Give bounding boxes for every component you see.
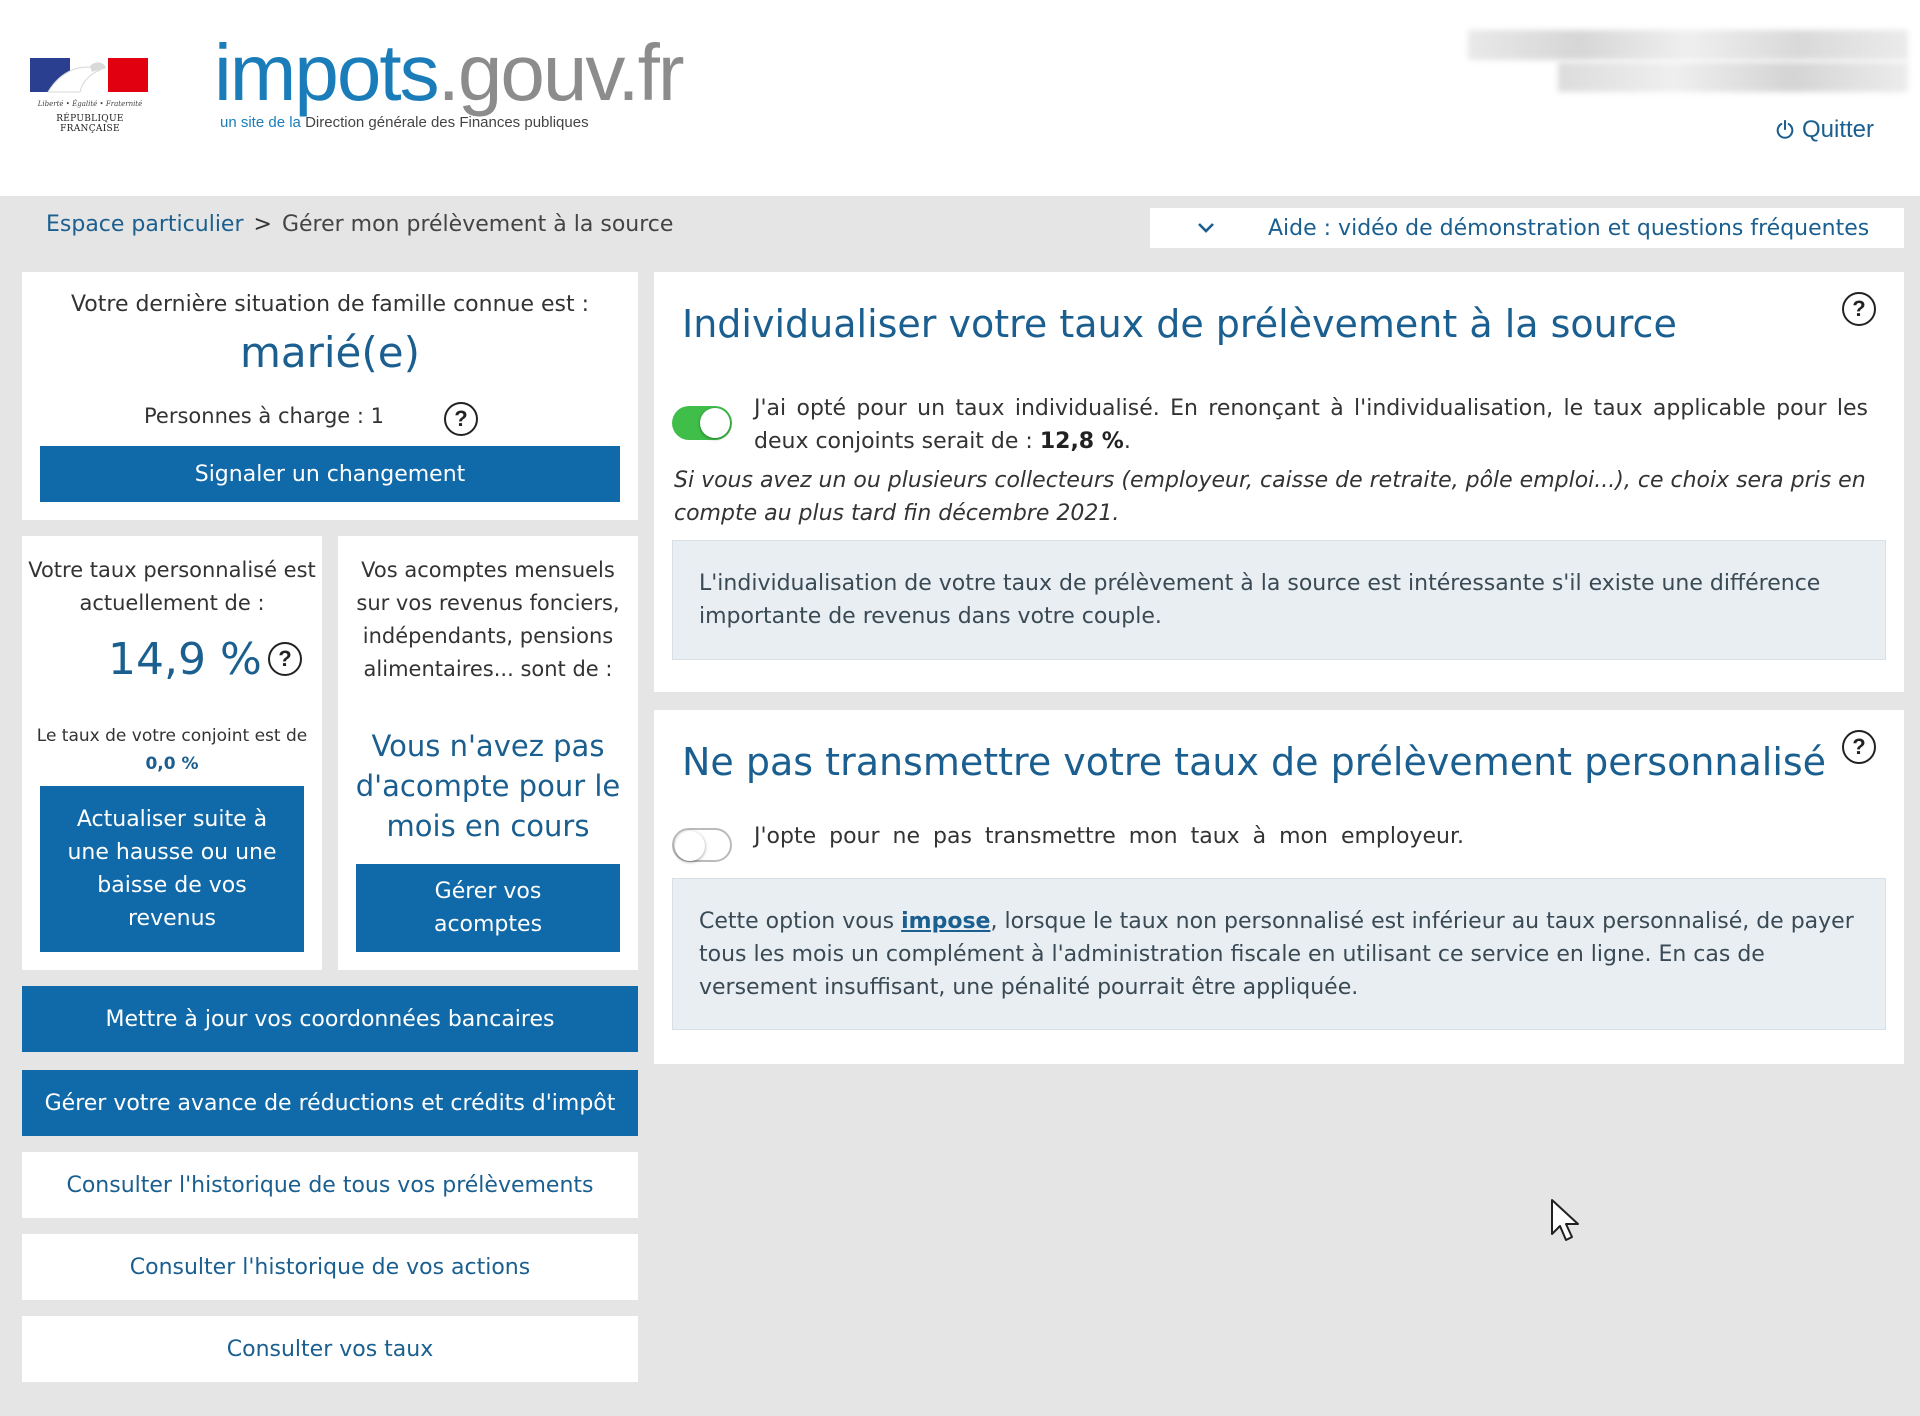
individualize-toggle[interactable] (672, 406, 732, 440)
republic-motto: Liberté • Égalité • Fraternité (37, 100, 143, 108)
help-label: Aide : vidéo de démonstration et questions fréquentes (1268, 215, 1870, 241)
rate-intro: Votre taux personnalisé est actuellement de : (28, 558, 316, 615)
non-transmit-rate-card (654, 710, 1904, 1064)
non-transmit-toggle[interactable] (672, 828, 732, 862)
family-intro: Votre dernière situation de famille connue est : (70, 292, 590, 317)
deposit-intro: Vos acomptes mensuels sur vos revenus fonciers, indépendants, pensions alimentaires... sont de : (356, 558, 620, 681)
help-icon[interactable]: ? (1842, 292, 1876, 326)
monthly-deposits-card (338, 536, 638, 970)
signal-change-button[interactable]: Signaler un changement (40, 446, 620, 502)
non-transmit-text: J'opte pour ne pas transmettre mon taux à mon employeur. (754, 824, 1464, 849)
site-logo[interactable] (214, 28, 682, 118)
quit-label: Quitter (1802, 116, 1875, 143)
individualize-note: Si vous avez un ou plusieurs collecteurs (employeur, caisse de retraite, pôle emploi...), ce choix sera pris en compte au plus tard fin décembre 2021. (674, 468, 1866, 526)
non-transmit-title: Ne pas transmettre votre taux de prélèvement personnalisé (682, 740, 1827, 784)
toggle-knob (700, 408, 730, 438)
rate-value: 14,9 % (108, 634, 262, 685)
view-rates-button[interactable]: Consulter vos taux (22, 1316, 638, 1382)
non-transmit-info-box (672, 878, 1886, 1030)
marianne-flag-icon (30, 52, 148, 96)
view-all-deductions-history-button[interactable]: Consulter l'historique de tous vos prélèvements (22, 1152, 638, 1218)
breadcrumb-current: Gérer mon prélèvement à la source (281, 212, 674, 237)
user-name-blur (1468, 30, 1908, 60)
view-actions-history-button[interactable]: Consulter l'historique de vos actions (22, 1234, 638, 1300)
breadcrumb-separator: > (253, 212, 272, 237)
logo-part-impots: impots (214, 28, 438, 117)
individualize-text (754, 392, 1868, 458)
chevron-down-icon (1194, 216, 1218, 240)
help-icon[interactable]: ? (1842, 730, 1876, 764)
individualize-title: Individualiser votre taux de prélèvement à la source (682, 302, 1677, 346)
deposit-value: Vous n'avez pas d'acompte pour le mois en cours (355, 729, 621, 843)
logo-subtitle-light: un site de la (220, 114, 301, 131)
spouse-rate (22, 722, 322, 778)
couple-rate-value: 12,8 % (1039, 429, 1124, 454)
update-bank-details-button[interactable]: Mettre à jour vos coordonnées bancaires (22, 986, 638, 1052)
update-income-button[interactable]: Actualiser suite à une hausse ou une baisse de vos revenus (40, 786, 304, 952)
manage-deposits-button[interactable]: Gérer vos acomptes (356, 864, 620, 952)
logo-subtitle-main: Direction générale des Finances publiques (305, 114, 589, 131)
user-id-blur (1558, 62, 1908, 92)
dependents-count: Personnes à charge : 1 (144, 404, 384, 428)
republic-name: RÉPUBLIQUE FRANÇAISE (56, 114, 124, 134)
breadcrumb (46, 212, 673, 237)
spouse-rate-value: 0,0 % (145, 754, 199, 774)
individualize-rate-card (654, 272, 1904, 692)
personal-rate-card (22, 536, 322, 970)
logo-part-domain: .gouv.fr (437, 28, 683, 117)
logo-subtitle (220, 114, 589, 131)
power-icon (1774, 119, 1796, 141)
marianne-logo (28, 52, 152, 134)
individualize-info-box: L'individualisation de votre taux de prélèvement à la source est intéressante s'il existe une différence importante de revenus dans votre couple. (672, 540, 1886, 660)
quit-button[interactable] (1774, 116, 1874, 144)
help-icon[interactable]: ? (444, 402, 478, 436)
breadcrumb-espace-particulier[interactable]: Espace particulier (46, 212, 244, 237)
help-dropdown[interactable] (1150, 208, 1904, 248)
family-situation-card (22, 272, 638, 520)
site-header (0, 0, 1920, 196)
impose-link[interactable]: impose (901, 909, 991, 934)
individualize-text-suffix: . (1123, 429, 1131, 454)
non-transmit-info-prefix: Cette option vous (699, 909, 895, 934)
spouse-rate-prefix: Le taux de votre conjoint est de (36, 726, 308, 746)
help-icon[interactable]: ? (268, 642, 302, 676)
toggle-knob (675, 831, 705, 861)
family-status: marié(e) (239, 328, 421, 377)
non-transmit-info-suffix: , lorsque le taux non personnalisé est inférieur au taux personnalisé, de payer tous les mois un complément à l'administration fiscale en utilisant ce service en ligne. En cas de versement insuffisant, une pénalité pourrait être appliquée. (699, 909, 1854, 1000)
manage-tax-credit-advance-button[interactable]: Gérer votre avance de réductions et crédits d'impôt (22, 1070, 638, 1136)
individualize-text-prefix: J'ai opté pour un taux individualisé. En renonçant à l'individualisation, le taux applicable pour les deux conjoints serait de : (754, 396, 1868, 454)
user-identity-blurred (1468, 30, 1908, 92)
mouse-cursor-icon (1550, 1198, 1582, 1244)
